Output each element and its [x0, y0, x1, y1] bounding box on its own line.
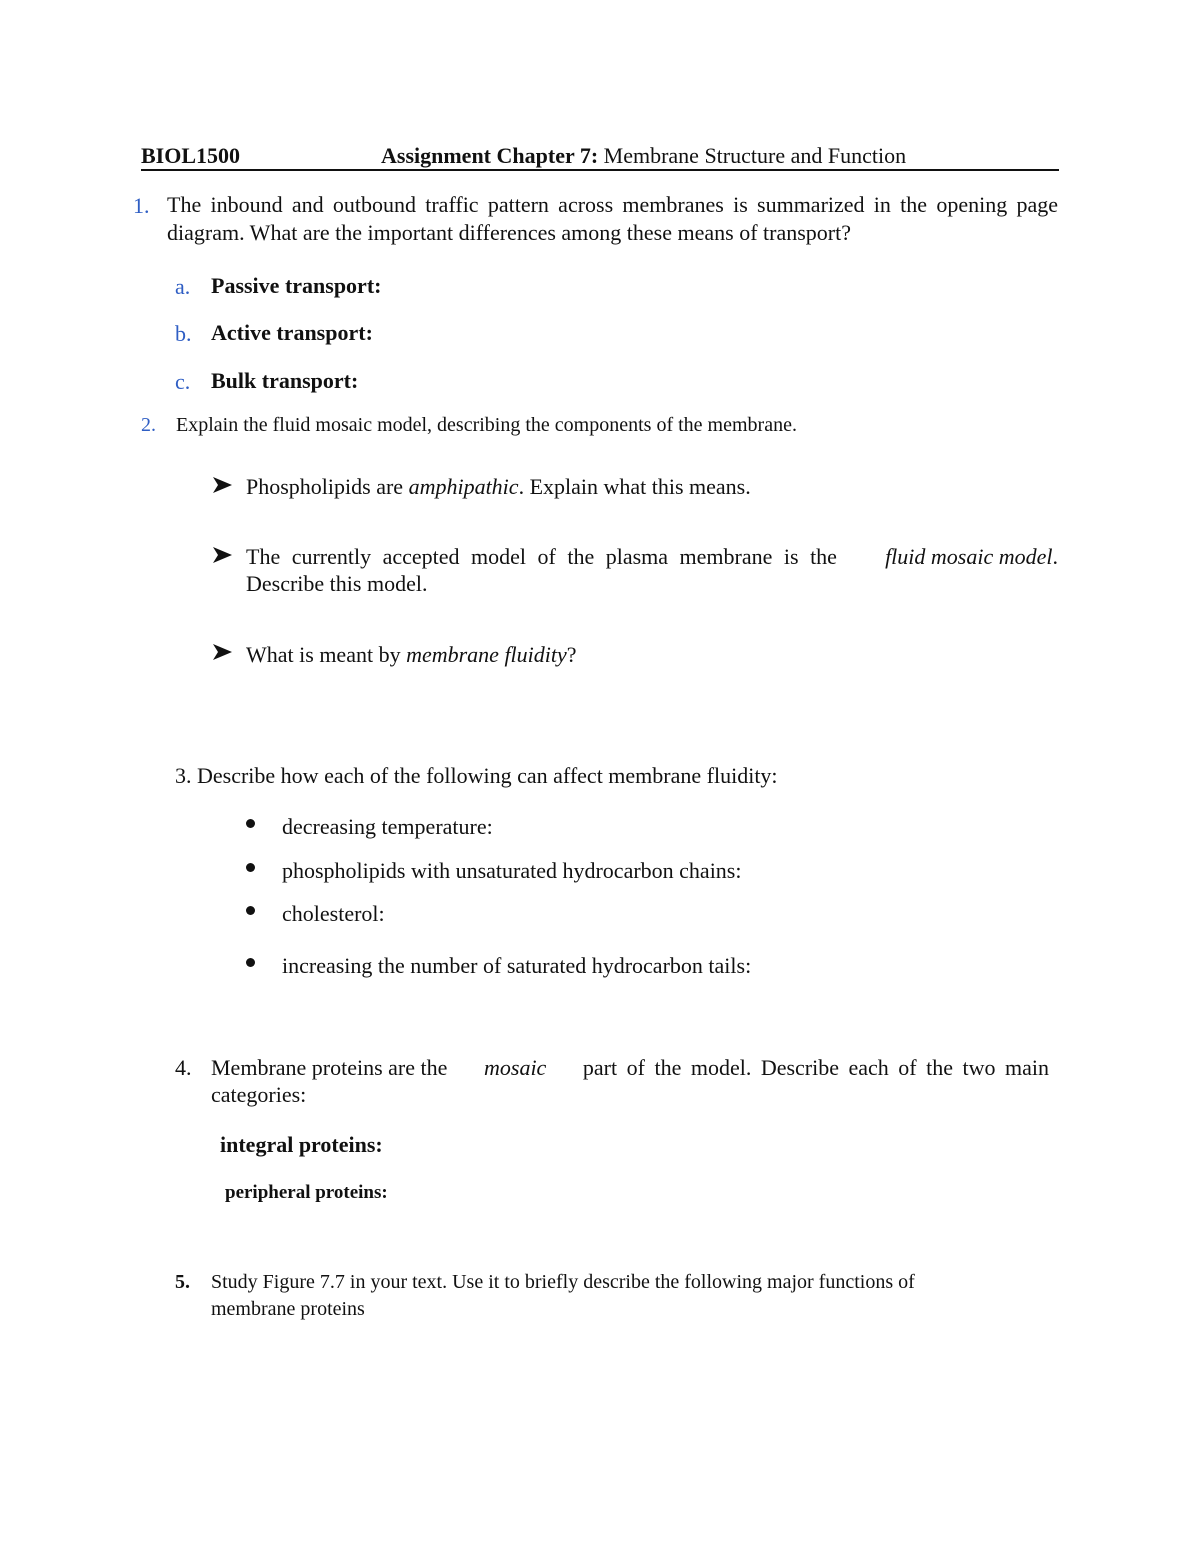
- q2-b1-em: amphipathic: [408, 474, 519, 499]
- arrow-bullet-icon: [212, 643, 234, 661]
- q4-text: [211, 1055, 1049, 1081]
- q1-item-a-marker: a.: [175, 274, 191, 299]
- q2-bullet-amphipathic: [246, 474, 751, 500]
- assignment-title: Membrane Structure and Function: [598, 143, 907, 168]
- bullet-dot-icon: [246, 958, 255, 967]
- bulk-transport-label: Bulk transport:: [211, 368, 359, 393]
- q5-line2: membrane proteins: [211, 1298, 365, 1320]
- q2-b3-post: ?: [566, 642, 577, 667]
- peripheral-proteins-label: peripheral proteins:: [225, 1182, 388, 1203]
- q3-item-unsaturated: phospholipids with unsaturated hydrocarbon chains:: [282, 858, 742, 883]
- q2-b3-pre: What is meant by: [246, 642, 407, 667]
- q1-item-b-marker: b.: [175, 321, 192, 346]
- q3-item-cholesterol: cholesterol:: [282, 901, 385, 926]
- q4-text-post: part of the model. Describe each of the two main: [582, 1055, 1049, 1080]
- q5-line1: Study Figure 7.7 in your text. Use it to briefly describe the following major functions of: [211, 1271, 915, 1293]
- q2-bullet-fluidity: [246, 642, 577, 668]
- assignment-heading: [381, 143, 906, 169]
- q5-number: 5.: [175, 1271, 190, 1293]
- integral-proteins-label: integral proteins:: [220, 1132, 383, 1157]
- q2-b3-em: membrane fluidity: [406, 642, 567, 667]
- q2-number: 2.: [141, 414, 156, 436]
- q2-b2-pre: The currently accepted model of the plasma membrane is the: [246, 544, 837, 569]
- q4-text-em: mosaic: [484, 1055, 547, 1080]
- q2-bullet-fluid-mosaic: [246, 544, 1058, 570]
- header-rule: [141, 169, 1059, 171]
- bullet-dot-icon: [246, 819, 255, 828]
- q3-item-temperature: decreasing temperature:: [282, 814, 493, 839]
- q2-b2-post: .: [1052, 544, 1058, 569]
- assignment-label: Assignment Chapter 7:: [381, 143, 599, 168]
- course-code: BIOL1500: [141, 143, 241, 168]
- bullet-dot-icon: [246, 863, 255, 872]
- arrow-bullet-icon: [212, 546, 234, 564]
- q4-number: 4.: [175, 1055, 192, 1080]
- q4-line2: categories:: [211, 1082, 307, 1107]
- q1-item-c-marker: c.: [175, 369, 191, 394]
- q1-text: The inbound and outbound traffic pattern across membranes is summarized in the opening page diagram. What are the important differences among these means of transport?: [167, 192, 1058, 245]
- active-transport-label: Active transport:: [211, 320, 373, 345]
- q4-text-pre: Membrane proteins are the: [211, 1055, 448, 1080]
- bullet-dot-icon: [246, 906, 255, 915]
- arrow-bullet-icon: [212, 476, 234, 494]
- q2-bullet-fluid-mosaic-line2: Describe this model.: [246, 571, 428, 596]
- q2-b1-pre: Phospholipids are: [246, 474, 409, 499]
- q1-number: 1.: [133, 193, 150, 218]
- q2-text: Explain the fluid mosaic model, describing the components of the membrane.: [176, 414, 797, 436]
- q3-text: 3. Describe how each of the following can affect membrane fluidity:: [175, 763, 778, 788]
- q3-item-saturated: increasing the number of saturated hydrocarbon tails:: [282, 953, 752, 978]
- q2-b1-post: . Explain what this means.: [518, 474, 751, 499]
- q2-b2-em: fluid mosaic model: [885, 544, 1053, 569]
- passive-transport-label: Passive transport:: [211, 273, 382, 298]
